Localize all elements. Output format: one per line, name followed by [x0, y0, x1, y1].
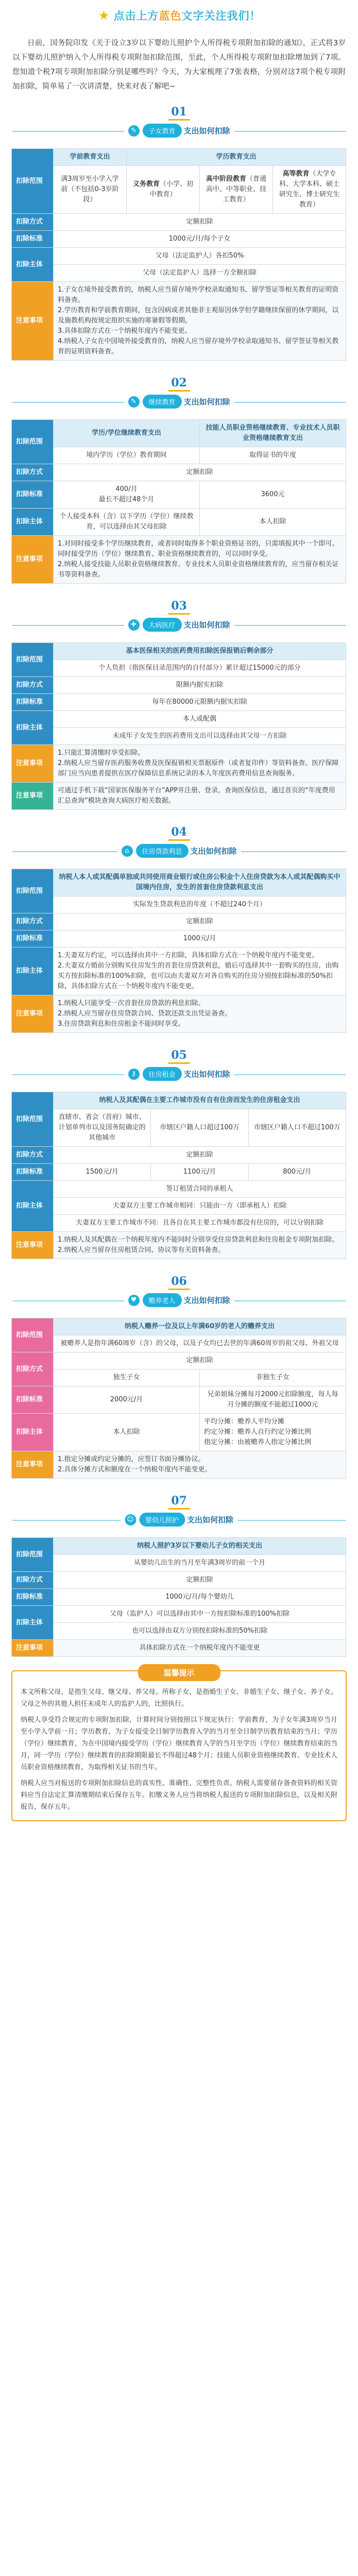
baby-icon: ☺ [125, 1514, 136, 1526]
label-standard: 扣除标准 [12, 481, 54, 509]
table-cell: 定额扣除 [54, 913, 346, 930]
label-standard: 扣除标准 [12, 231, 54, 248]
section-number: 05 [171, 1048, 187, 1062]
label-scope: 扣除范围 [12, 643, 54, 677]
table-cell: 高中阶段教育（普通高中、中等职业、技工教育） [200, 166, 273, 214]
section-header-04 [12, 823, 346, 869]
label-scope: 扣除范围 [12, 869, 54, 913]
label-standard: 扣除标准 [12, 1589, 54, 1606]
star-icon: ★ [98, 8, 110, 23]
table-cell: 1000元/月/每个子女 [54, 231, 346, 248]
table-cell: 平均分摊：赡养人平均分摊 约定分摊：赡养人自行约定分摊比例 指定分摊：由被赡养人指定分摊比例 [200, 1414, 346, 1451]
tips-paragraph: 纳税人享受符合规定的专项附加扣除，计算时间分别按照以下规定执行：学前教育，为子女年满3周岁当月至小学入学前一月；学历教育，为子女接受全日制学历教育入学的当月至全日制学历教育结束的当月；学历（学位）继续教育，为在中国境内接受学历（学位）继续教育入学的当月至学历（学位）继续教育结束的当月，同一学历（学位）继续教育的扣除期限最长不得超过48个月；技能人员职业资格继续教育、专业技术人员职业资格继续教育，为取得相关证书的当年。 [21, 1716, 337, 1771]
table-mortgage [11, 869, 346, 1033]
section-header-05 [12, 1046, 346, 1092]
table-infant-care [11, 1537, 346, 1657]
table-cell: 境内学历（学位）教育期间 [54, 447, 200, 464]
section-title-rest: 支出如何扣除 [190, 846, 237, 856]
section-header-01 [12, 103, 346, 148]
section-header-03 [12, 597, 346, 642]
label-subject: 扣除主体 [12, 1606, 54, 1640]
table-cell: 市辖区户籍人口不超过100万 [248, 1109, 346, 1147]
label-tip: 注意事项 [12, 783, 54, 810]
section-number: 02 [171, 376, 187, 389]
tips-paragraph: 本文所称父母，是指生父母、继父母、养父母。所称子女，是指婚生子女、非婚生子女、继子女、养子女。父母之外的其他人担任未成年人的监护人的，比照执行。 [21, 1688, 337, 1708]
label-notes: 注意事项 [12, 1451, 54, 1479]
table-cell: 被赡养人是指年满60周岁（含）的父母，以及子女均已去世的年满60周岁的祖父母、外祖父母 [54, 1335, 346, 1352]
table-cell: 800元/月 [248, 1164, 346, 1181]
tips-box [11, 1670, 347, 1821]
table-cell: 高等教育（大学专科、大学本科、硕士研究生、博士研究生教育） [273, 166, 346, 214]
medical-icon: ✚ [128, 619, 139, 631]
label-notes: 注意事项 [12, 1232, 54, 1259]
table-cell: 父母（法定监护人）选择一方全额扣除 [54, 265, 346, 282]
label-subject: 扣除主体 [12, 1181, 54, 1232]
label-notes: 注意事项 [12, 536, 54, 584]
table-cell: 市辖区户籍人口超过100万 [151, 1109, 248, 1147]
table-cell: 定额扣除 [54, 1352, 346, 1369]
section-number: 03 [171, 599, 187, 613]
label-notes: 注意事项 [12, 995, 54, 1033]
notes-cell: 1.只能汇算清缴时享受扣除。 2.纳税人应当留存医药服务收费及医保报销相关票据原件（或者复印件）等资料备查。医疗保障部门应当向患者提供在医疗保障信息系统记录的本人年度医药费用信息查询服务。 [54, 745, 346, 783]
label-method: 扣除方式 [12, 677, 54, 694]
table-cell: 1.夫妻双方约定，可以选择由其中一方扣除，具体扣除方式在一个纳税年度内不能变更。 2.夫妻双方婚前分别购买住房发生的首套住房贷款利息，婚后可选择其中一套购买的住房，由购买方按扣除标准的100%扣除，也可以由夫妻双方对各自购买的住房分别按扣除标准的50%扣除，具体扣除方式在一个纳税年度内不能变更。 [54, 947, 346, 995]
table-header: 学历/学位继续教育支出 [54, 420, 200, 447]
section-number: 06 [171, 1275, 187, 1288]
label-standard: 扣除标准 [12, 694, 54, 711]
table-cell: 本人或配偶 [54, 711, 346, 728]
table-header: 纳税人赡养一位及以上年满60岁的老人的赡养支出 [54, 1318, 346, 1335]
section-title-rest: 支出如何扣除 [183, 1296, 230, 1305]
table-header: 纳税人本人或其配偶单独或共同使用商业银行或住房公积金个人住房贷款为本人或其配偶购买中国境内住房，发生的首套住房贷款利息支出 [54, 869, 346, 896]
notes-cell: 1.纳税人及其配偶在一个纳税年度内不能同时分别享受住房贷款利息和住房租金专项附加扣除。 2.纳税人应当留存住房租赁合同、协议等有关资料备查。 [54, 1232, 346, 1259]
section-number: 04 [171, 825, 187, 839]
label-scope: 扣除范围 [12, 1092, 54, 1147]
notes-cell: 具体扣除方式在一个纳税年度内不能变更 [54, 1640, 346, 1657]
table-cell: 1000元/月/每个婴幼儿 [54, 1589, 346, 1606]
table-cell: 个人接受本科（含）以下学历（学位）继续教育，可以选择由其父母扣除 [54, 509, 200, 536]
label-subject: 扣除主体 [12, 947, 54, 995]
table-header: 学前教育支出 [54, 149, 127, 166]
table-cell: 本人扣除 [200, 509, 346, 536]
label-method: 扣除方式 [12, 214, 54, 231]
table-elderly [11, 1318, 346, 1479]
table-cell: 1100元/月 [151, 1164, 248, 1181]
label-scope: 扣除范围 [12, 420, 54, 464]
notes-cell: 1.对同时接受多个学历继续教育，或者同时取得多个职业资格证书的，只需填报其中一个即可。同时接受学历（学位）继续教育、职业资格继续教育的，可以同时享受。 2.纳税人接受技能人员职业资格继续教育、专业技术人员职业资格继续教育的，应当留存相关证书等资料备查。 [54, 536, 346, 584]
section-title-rest: 支出如何扣除 [187, 1515, 234, 1524]
section-tag: 赡养老人 [142, 1293, 181, 1307]
section-header-06 [12, 1273, 346, 1318]
section-tag: 婴幼儿照护 [139, 1513, 185, 1527]
table-cell: 400/月 最长不超过48个月 [54, 481, 200, 509]
table-cell: 未成年子女发生的医药费用支出可以选择由其父母一方扣除 [54, 728, 346, 745]
label-scope: 扣除范围 [12, 1318, 54, 1352]
table-child-education [11, 148, 346, 361]
table-cell: 每年在80000元限额内据实扣除 [54, 694, 346, 711]
notes-cell: 1.子女在境外接受教育的，纳税人应当留存境外学校录取通知书、留学签证等相关教育的证明资料备查。 2.学历教育和学前教育期间，包含因病或者其他非主观原因休学但学籍继续保留的休学期间，以及施教机构按规定组织实施的寒暑假等假期。 3.具体扣除方式在一个纳税年度内不能变更。 4.纳税人子女在中国境外接受教育的，纳税人应当留存境外学校录取通知书、留学签证等相关教育的证明资料备查。 [54, 282, 346, 361]
intro-paragraph: 日前，国务院印发《关于设立3岁以下婴幼儿照护个人所得税专项附加扣除的通知》，正式将3岁以下婴幼儿照护纳入个人所得税专项附加扣除范围，至此，个人所得税专项附加扣除增加到了7项。您知道个税7项专项附加扣除分别是哪些吗？今天，为大家梳理了7张表格，分别对这7项个税专项附加扣除，简单易了一次讲清楚，快来对表了解吧~ [12, 39, 346, 91]
label-subject: 扣除主体 [12, 711, 54, 745]
section-number: 07 [171, 1494, 187, 1507]
key-icon: ⚷ [128, 1069, 139, 1080]
table-cell: 定额扣除 [54, 464, 346, 481]
table-header: 技能人员职业资格继续教育、专业技术人员职业资格继续教育支出 [200, 420, 346, 447]
section-header-02 [12, 374, 346, 419]
table-header: 基本医保相关的医药费用扣除医保报销后剩余部分 [54, 643, 346, 660]
notes-cell: 1.纳税人只能享受一次首套住房贷款的利息扣除。 2.纳税人应当留存住房贷款合同、贷款还款支出凭证备查。 3.住房贷款利息和住房租金不能同时享受。 [54, 995, 346, 1033]
info-icon: ✎ [128, 125, 139, 137]
table-cell: 限额内据实扣除 [54, 677, 346, 694]
table-header: 纳税人及其配偶在主要工作城市没有自有住房而发生的住房租金支出 [54, 1092, 346, 1109]
banner-text: 点击上方蓝色文字关注我们！ [113, 10, 261, 22]
label-standard: 扣除标准 [12, 1164, 54, 1181]
table-continuing-education [11, 419, 346, 584]
elder-icon: ♥ [128, 1295, 139, 1306]
label-subject: 扣除主体 [12, 1414, 54, 1451]
label-standard: 扣除标准 [12, 1386, 54, 1414]
table-cell: 定额扣除 [54, 1147, 346, 1164]
label-subject: 扣除主体 [12, 509, 54, 536]
label-scope: 扣除范围 [12, 1538, 54, 1572]
table-cell: 从婴幼儿出生的当月至年满3周岁的前一个月 [54, 1555, 346, 1572]
label-method: 扣除方式 [12, 913, 54, 930]
section-tag: 子女教育 [142, 124, 181, 138]
section-tag: 住房贷款利息 [135, 844, 188, 858]
table-cell: 取得证书的年度 [200, 447, 346, 464]
section-title-rest: 支出如何扣除 [183, 397, 230, 406]
table-cell: 直辖市、省会（首府）城市、计划单列市以及国务院确定的其他城市 [54, 1109, 151, 1147]
label-notes: 注意事项 [12, 282, 54, 361]
table-cell: 也可以选择由双方分别按扣除标准的50%扣除 [54, 1623, 346, 1640]
section-tag: 继续教育 [142, 395, 181, 409]
section-title-rest: 支出如何扣除 [183, 126, 230, 135]
label-method: 扣除方式 [12, 1572, 54, 1589]
table-header: 纳税人照护3岁以下婴幼儿子女的相关支出 [54, 1538, 346, 1555]
section-title-rest: 支出如何扣除 [183, 1070, 230, 1079]
section-tag: 住房租金 [142, 1067, 181, 1081]
notes-cell: 可通过手机下载“国家医保服务平台”APP并注册、登录，查询医保信息，通过首页的“年度费用汇总查询”模块查询大病医疗相关数据。 [54, 783, 346, 810]
follow-banner[interactable] [0, 0, 358, 31]
section-number: 01 [171, 105, 187, 118]
table-medical [11, 642, 346, 810]
label-method: 扣除方式 [12, 1147, 54, 1164]
label-notes: 注意事项 [12, 1640, 54, 1657]
tips-paragraph: 纳税人应当对报送的专项附加扣除信息的真实性、准确性、完整性负责。纳税人需要留存备查资料的相关资料应当自法定汇算清缴期结束后保存五年。扣缴义务人应当将纳税人报送的专项附加扣除信息，以及相关附报告，保存五年。 [21, 1780, 337, 1811]
table-cell: 兄弟姐妹分摊每月2000元扣除额度，每人每月分摊的额度不能超过1000元 [200, 1386, 346, 1414]
table-cell: 1000元/月 [54, 930, 346, 947]
table-cell: 1500元/月 [54, 1164, 151, 1181]
table-cell: 实际发生贷款利息的年度（不超过240个月） [54, 896, 346, 913]
table-cell: 本人扣除 [54, 1414, 200, 1451]
table-cell: 夫妻双方主要工作城市相同：只能由一方（即承租人）扣除 [54, 1198, 346, 1215]
label-method: 扣除方式 [12, 464, 54, 481]
table-cell: 义务教育（小学、初中教育） [127, 166, 200, 214]
table-cell: 非独生子女 [200, 1369, 346, 1386]
label-notes: 注意事项 [12, 745, 54, 783]
table-rent [11, 1092, 346, 1259]
table-cell: 2000元/月 [54, 1386, 200, 1414]
notes-cell: 1.指定分摊或约定分摊的，应签订书面分摊协议。 2.具体分摊方式和额度在一个纳税年度内不能变更。 [54, 1451, 346, 1479]
table-cell: 定额扣除 [54, 1572, 346, 1589]
section-tag: 大病医疗 [142, 618, 181, 632]
section-title-rest: 支出如何扣除 [183, 620, 230, 630]
table-cell: 独生子女 [54, 1369, 200, 1386]
table-cell: 父母（监护人）可以选择由其中一方按扣除标准的100%扣除 [54, 1606, 346, 1623]
table-cell: 定额扣除 [54, 214, 346, 231]
book-icon: ✎ [128, 396, 139, 408]
table-cell: 个人负担（指医保目录范围内的自付部分）累计超过15000元的部分 [54, 660, 346, 677]
table-cell: 父母（法定监护人）各扣50% [54, 248, 346, 265]
table-cell: 3600元 [200, 481, 346, 509]
house-icon: ⌂ [121, 845, 132, 857]
label-subject: 扣除主体 [12, 248, 54, 282]
label-scope: 扣除范围 [12, 149, 54, 214]
table-header: 学历教育支出 [127, 149, 346, 166]
table-cell: 夫妻双方主要工作城市不同：且各自在其主要工作城市都没有住房的，可以分别扣除 [54, 1215, 346, 1232]
tips-title: 温馨提示 [138, 1664, 220, 1681]
section-header-07 [12, 1492, 346, 1537]
label-method: 扣除方式 [12, 1352, 54, 1386]
table-cell: 签订租赁合同的承租人 [54, 1181, 346, 1198]
label-standard: 扣除标准 [12, 930, 54, 947]
table-cell: 满3周岁至小学入学前（不包括0-3岁阶段） [54, 166, 127, 214]
